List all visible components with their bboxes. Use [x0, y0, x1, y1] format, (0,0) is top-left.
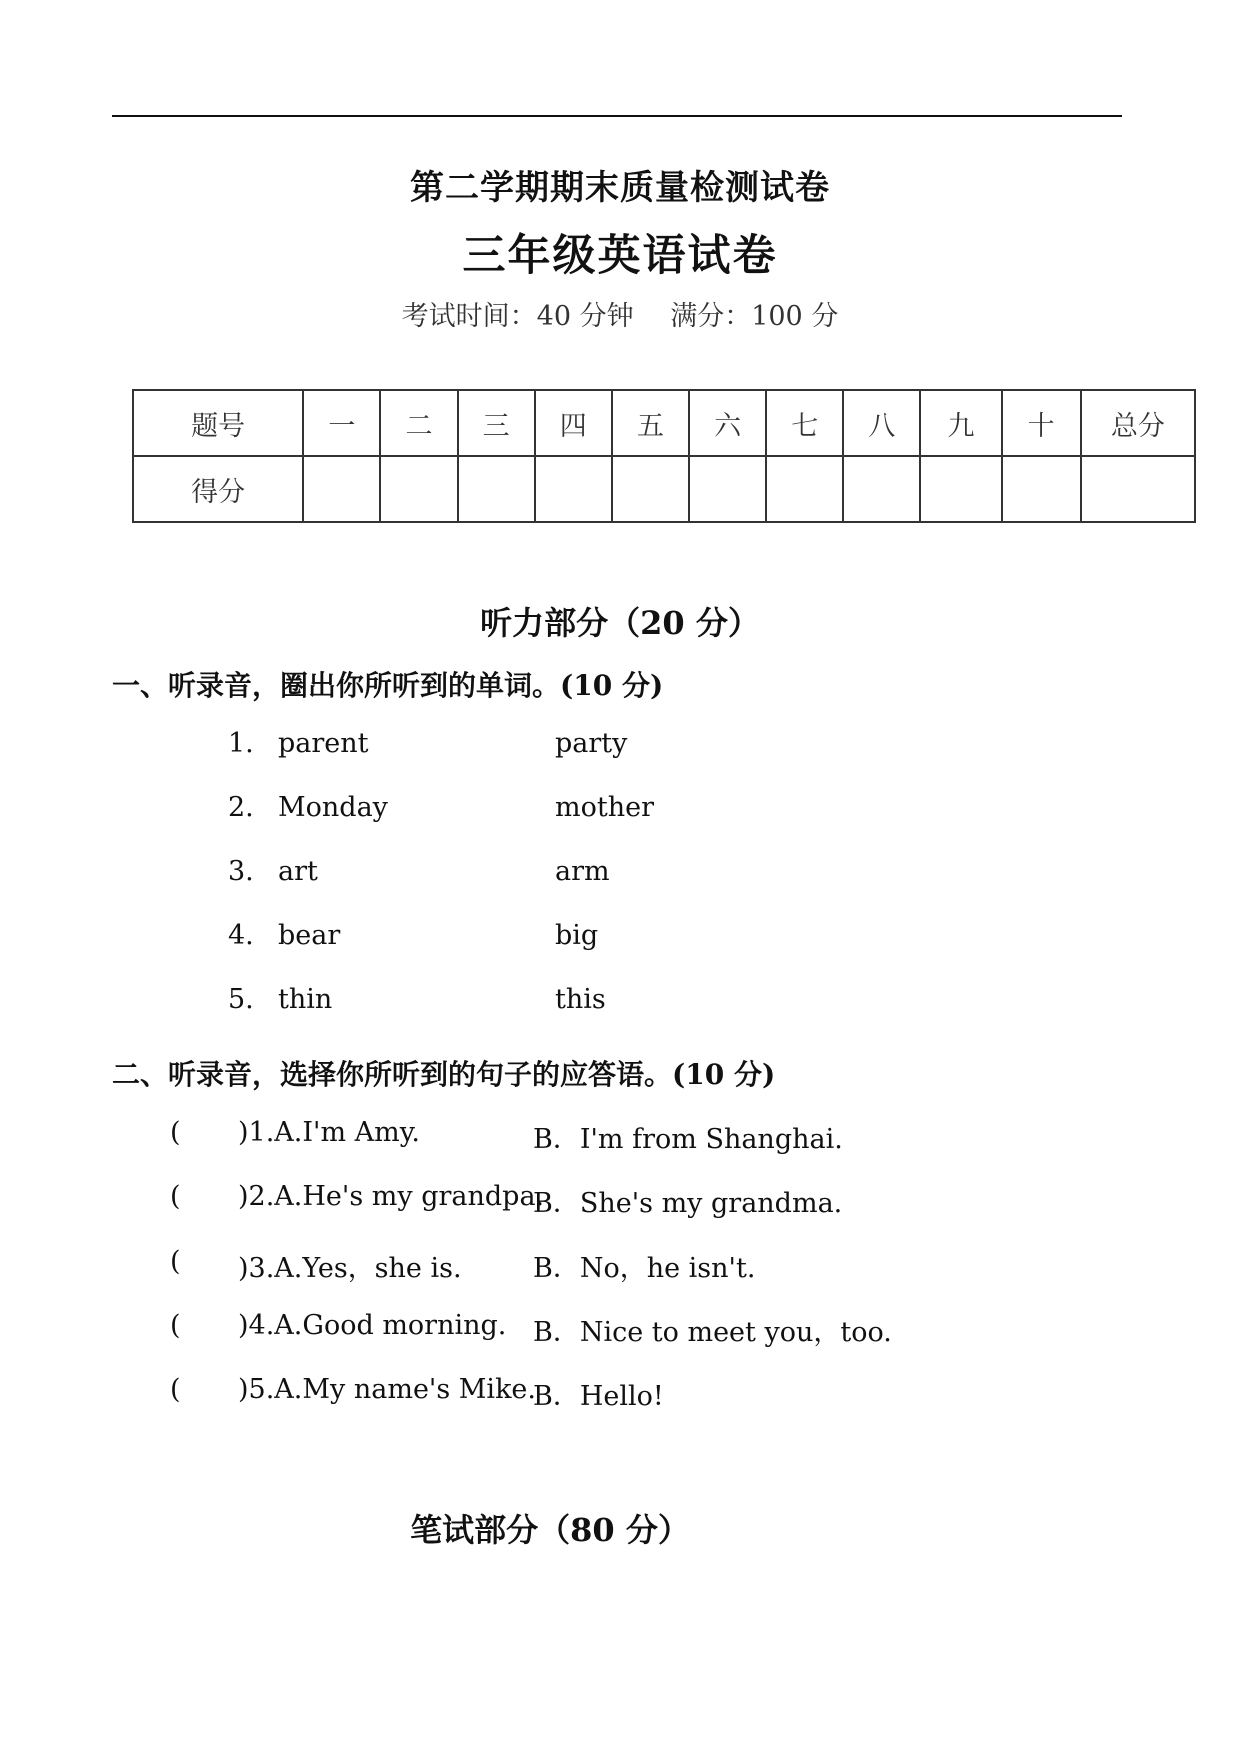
- word-option-b[interactable]: party: [555, 728, 628, 759]
- score-table-header-row: [133, 390, 1195, 456]
- answer-bracket[interactable]: (: [170, 1181, 181, 1212]
- question-row: [0, 1181, 1240, 1221]
- score-table-col: 四: [535, 390, 612, 456]
- score-cell[interactable]: [843, 456, 920, 522]
- item-number: 2.: [228, 792, 254, 823]
- option-b: B．Hello!: [533, 1381, 664, 1412]
- score-cell[interactable]: [380, 456, 457, 522]
- score-cell[interactable]: [458, 456, 535, 522]
- score-cell[interactable]: [612, 456, 689, 522]
- exam-time: 考试时间：40 分钟: [401, 301, 634, 332]
- score-table-col: 九: [920, 390, 1001, 456]
- word-option-b[interactable]: arm: [555, 856, 610, 887]
- word-option-a[interactable]: thin: [278, 984, 333, 1015]
- option-a: )5.A.My name's Mike.: [238, 1374, 536, 1405]
- score-cell[interactable]: [535, 456, 612, 522]
- top-rule: [112, 115, 1122, 117]
- score-table-col: 总分: [1081, 390, 1195, 456]
- score-table: [132, 389, 1196, 523]
- list-item: [0, 792, 1240, 832]
- score-table-col: 八: [843, 390, 920, 456]
- question-row: [0, 1117, 1240, 1157]
- word-option-b[interactable]: this: [555, 984, 606, 1015]
- score-table-score-row: [133, 456, 1195, 522]
- word-option-a[interactable]: parent: [278, 728, 369, 759]
- answer-bracket[interactable]: (: [170, 1374, 181, 1405]
- score-table-col: 二: [380, 390, 457, 456]
- question-row: [0, 1246, 1240, 1286]
- exam-full-score: 满分：100 分: [670, 301, 839, 332]
- word-option-a[interactable]: bear: [278, 920, 341, 951]
- option-a: )2.A.He's my grandpa.: [238, 1181, 545, 1212]
- list-item: [0, 984, 1240, 1024]
- score-cell[interactable]: [303, 456, 380, 522]
- list-item: [0, 920, 1240, 960]
- option-b: B．Nice to meet you，too.: [533, 1317, 892, 1348]
- word-option-b[interactable]: big: [555, 920, 599, 951]
- score-cell[interactable]: [1081, 456, 1195, 522]
- score-table-col: 六: [689, 390, 766, 456]
- question-row: [0, 1374, 1240, 1414]
- option-a: )4.A.Good morning.: [238, 1310, 507, 1341]
- score-cell[interactable]: [1002, 456, 1081, 522]
- score-table-row-label: 题号: [133, 390, 303, 456]
- item-number: 4.: [228, 920, 254, 951]
- option-a: )3.A.Yes，she is.: [238, 1253, 462, 1284]
- option-b: B．No，he isn't.: [533, 1253, 756, 1284]
- list-item: [0, 728, 1240, 768]
- score-cell[interactable]: [766, 456, 843, 522]
- score-table-col: 一: [303, 390, 380, 456]
- question-row: [0, 1310, 1240, 1350]
- exam-subtitle: 第二学期期末质量检测试卷: [410, 168, 830, 208]
- score-table-col: 七: [766, 390, 843, 456]
- section1-heading: 一、听录音，圈出你所听到的单词。(10 分): [112, 669, 664, 702]
- score-table-row-label: 得分: [133, 456, 303, 522]
- score-table-col: 三: [458, 390, 535, 456]
- option-b: B．She's my grandma.: [533, 1188, 843, 1219]
- answer-bracket[interactable]: (: [170, 1246, 181, 1277]
- score-cell[interactable]: [689, 456, 766, 522]
- word-option-a[interactable]: art: [278, 856, 318, 887]
- score-cell[interactable]: [920, 456, 1001, 522]
- exam-meta: [0, 294, 1240, 333]
- answer-bracket[interactable]: (: [170, 1310, 181, 1341]
- list-item: [0, 856, 1240, 896]
- item-number: 1.: [228, 728, 254, 759]
- score-table-col: 五: [612, 390, 689, 456]
- score-table-col: 十: [1002, 390, 1081, 456]
- item-number: 3.: [228, 856, 254, 887]
- word-option-a[interactable]: Monday: [278, 792, 388, 823]
- writing-section-title: 笔试部分（80 分）: [410, 1511, 690, 1549]
- word-option-b[interactable]: mother: [555, 792, 654, 823]
- item-number: 5.: [228, 984, 254, 1015]
- listening-section-title: 听力部分（20 分）: [480, 604, 760, 642]
- option-b: B．I'm from Shanghai.: [533, 1124, 843, 1155]
- option-a: )1.A.I'm Amy.: [238, 1117, 420, 1148]
- answer-bracket[interactable]: (: [170, 1117, 181, 1148]
- exam-title: 三年级英语试卷: [462, 231, 778, 281]
- section2-heading: 二、听录音，选择你所听到的句子的应答语。(10 分): [112, 1058, 776, 1091]
